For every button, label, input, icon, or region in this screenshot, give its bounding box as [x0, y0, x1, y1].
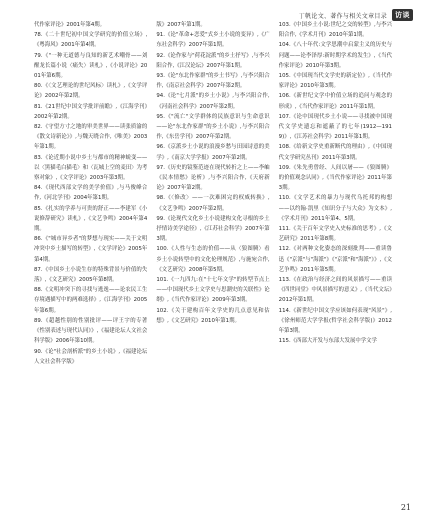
column-middle — [156, 20, 269, 504]
bibliography-entry: 82.《守望方寸之地的审美世界——读张质渝的《散文诗新论》》,与魏天晓合作,《唯美》2003年第1期。 — [34, 124, 148, 151]
bibliography-entry: 98.《〈修改〉——一次难困完的权威转换》,《文艺争鸣》2007年第2期。 — [156, 195, 270, 212]
bibliography-entry: 104.《八十年代:文学思潮中启蒙主义的历史与问题——论李泽厚:新时期学术的发生》,《当代作家评论》2010年第3期。 — [278, 42, 392, 69]
section-badge: 访谈 — [392, 9, 413, 21]
bibliography-entry: 81.《21世纪中国文学批评前瞻》,《江海学刊》2002年第2期。 — [34, 103, 148, 120]
bibliography-entry: 97.《历史的镜鉴范迹在现代转折之上——李岫《民本情愁》论析》,与李兴阳合作,《天府新论》2007年第2期。 — [156, 164, 270, 192]
bibliography-entry: 113.《在政治与经济之间的风景描写——重读《四世同堂》中风景描写的意义》,《当代文坛》2012年第1期。 — [278, 277, 392, 304]
bibliography-entry: 95.《"流亡"文学群体的民族意识与生命意识——论"东北作家群"的乡土小说》,与李兴阳合作,《东岳学刊》2007年第2期。 — [156, 113, 270, 141]
bibliography-entry: 112.《对两种文化姿态的深刻批判——重读鲁迅《"京派"与"海派"》《"京派"和"海派"》》,《文艺争鸣》2011年第5期。 — [278, 246, 392, 273]
bibliography-entry: 100.《人性与生态的价值——从〈狼图腾〉看乡土小说转型中的文化伦理规范》,与施宛合作,《文艺研究》2008年第5期。 — [156, 246, 270, 273]
bibliography-entry: 106.《新世纪文学中价值立场的追问与观念的形成》,《当代作家评论》2011年第1期。 — [278, 93, 392, 110]
bibliography-entry: 103.《中国乡土小说:世纪之交的转型》,与李兴阳合作,《学术月刊》2010年第1期。 — [278, 22, 392, 39]
bibliography-entry: 92.《论作家与"荷花淀派"的乡土抒写》,与李兴阳合作,《江汉论坛》2007年第1期。 — [156, 52, 270, 69]
bibliography-entry: 115.《西部大开发与东部大发展中学文学 — [278, 338, 377, 345]
bibliography-body — [34, 20, 392, 504]
bibliography-entry: 110.《文学艺术的暴力与现代乌托邦的构想——以约翰·凯里《知识分子与大众》为文本》,《学术月刊》2011年第4、5期。 — [278, 195, 392, 222]
bibliography-entry: 105.《中国现当代文学史的新定位》,《当代作家评论》2010年第3期。 — [278, 73, 392, 90]
bibliography-entry: 108.《给新文学史重新断代的理由》,《中国现代文学研究丛刊》2011年第3期。 — [278, 144, 392, 161]
bibliography-entry: 代作家评论》2001年第4期。 — [34, 22, 106, 28]
bibliography-entry: 114.《新世纪中国文学应该如何表现"风景"》,《徐州师范大学学报(哲学社会科学版)》2012年第3期。 — [278, 307, 392, 335]
bibliography-entry: 80.《〈文艺理论的世纪风标〉读札》,《文学评论》2002年第2期。 — [34, 83, 148, 100]
bibliography-entry: 84.《现代西部文学的美学价值》,与马俊峰合作,《河北学刊》2004年第1期。 — [34, 185, 148, 202]
bibliography-entry: 96.《京派乡土小说的浪漫乡愁与田园诗意的美学》,《南京大学学报》2007年第2期。 — [156, 144, 270, 161]
column-left — [34, 20, 147, 504]
bibliography-entry: 89.《超越性别的性别批评——评王宇的专著《性别表述与现代认同》》,《福建论坛人文社会科学版》2006年第10期。 — [34, 317, 148, 345]
running-head-title: 丁帆论文、著作与相关文章目录 — [298, 12, 387, 20]
bibliography-entry: 111.《关于百年文学史入史标准的思考》,《文艺研究》2011年第8期。 — [278, 226, 392, 243]
bibliography-entry: 版》2007年第1期。 — [156, 22, 206, 28]
bibliography-entry: 86.《"城市异乡者"的梦想与现实——关于文明冲突中乡土描写的转型》,《文学评论》2005年第4期。 — [34, 236, 148, 263]
bibliography-entry: 93.《论"东北作家群"的乡土书写》,与李兴阳合作,《南京社会科学》2007年第2期。 — [156, 73, 270, 90]
bibliography-entry: 91.《论"革命+恋爱"式乡土小说的变异》,《广东社会科学》2007年第1期。 — [156, 32, 270, 49]
bibliography-entry: 85.《扎实的学养与可贵的舒正——李建军《小说修辞研究》读札》,《文艺争鸣》2004年第4期。 — [34, 205, 148, 233]
bibliography-entry: 102.《关于建构百年文学史的几点意见和估想》,《文艺研究》2010年第1期。 — [156, 307, 270, 324]
bibliography-entry: 83.《论近期小说中乡土与都市的精神蜕变——以〈黑猫毛白猫毛〉和〈瓦城上空的麦田〉为考察对象》,《文学评论》2003年第3期。 — [34, 154, 148, 182]
column-right — [279, 20, 392, 504]
bibliography-entry: 99.《论现代文化乡土小说建构文化寻根的乡土抒情诗美学途径》,《江苏社会科学》2007年第3期。 — [156, 215, 270, 243]
bibliography-entry: 87.《中国乡土小说生存的特殊背景与价值的失落》,《文艺研究》2005年第8期。 — [34, 266, 148, 284]
bibliography-entry: 101.《一九四九:在"十七年文学"的转型节点上——中国现代乡土文学史与思潮史的关联性》论纲》,《当代作家评论》2009年第3期。 — [156, 277, 270, 304]
bibliography-entry: 107.《论中国现代乡土小说——寻找被中国现代文学史遗忘和遮蔽了的七年(1912—1919)》,《江苏社会科学》2011年第1期。 — [278, 113, 392, 141]
bibliography-entry: 79.《"一种无道德与良知的新艺术嘲骨——刘醒龙长篇小说〈痛失〉读札》,《小说评论》2001年第6期。 — [34, 52, 148, 80]
bibliography-entry: 109.《朱先勇曾经、人间以屠——《狼图腾》的价值观念认同》,《当代作家评论》2011年第3期。 — [278, 164, 392, 192]
bibliography-entry: 94.《论"七月派"的乡土小说》,与李兴阳合作,《河南社会科学》2007年第2期。 — [156, 93, 270, 110]
bibliography-entry: 88.《文明冲突下的寻找与逃逸——论农民工生存境遇描写中的两难选择》,《江海学刊》2005年第6期。 — [34, 287, 148, 314]
bibliography-entry: 78.《二十世纪初中国文学研究的价值立场》,《粤海风》2001年第4期。 — [34, 32, 148, 49]
bibliography-entry: 90.《论"社会剖析派"的乡土小说》,《福建论坛人文社会科学版》 — [34, 348, 148, 365]
page-number: 21 — [400, 503, 411, 512]
